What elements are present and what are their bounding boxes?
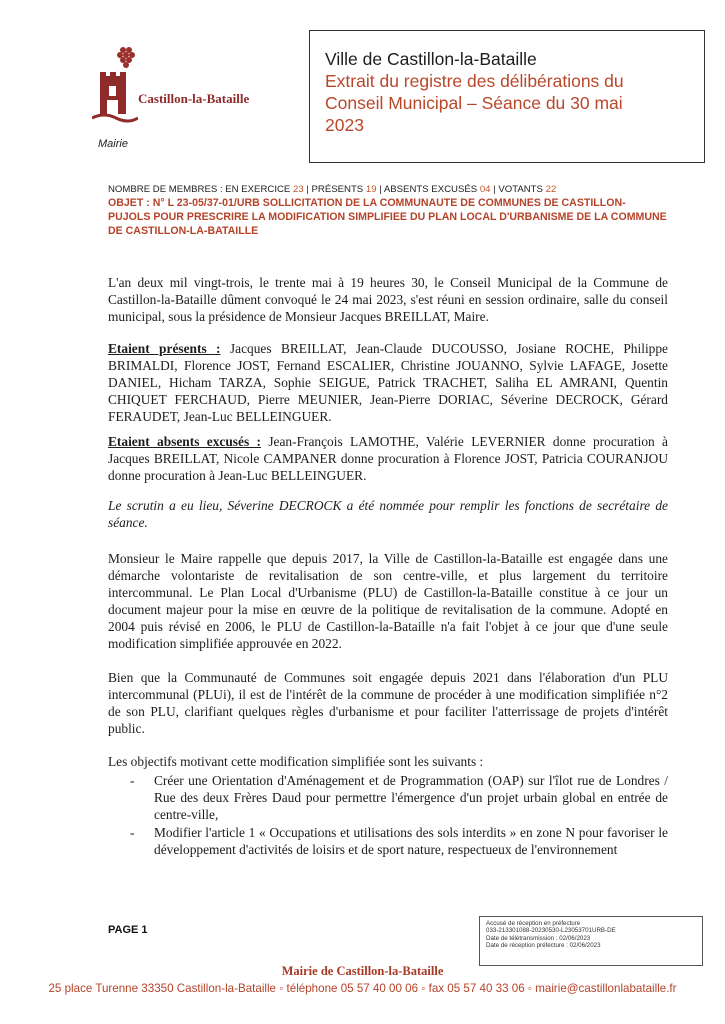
members-absents-label: | ABSENTS EXCUSÉS [379,184,478,195]
list-item-text: Modifier l'article 1 « Occupations et utilisations des sols interdits » en zone N pour favoriser le développement d'activités de loisirs et de sport nature, respectueux de l'environnement [154,825,668,857]
list-dash: - [130,825,135,840]
castle-grape-logo-icon [92,44,138,124]
members-presents: 19 [365,184,377,195]
town-title: Ville de Castillon-la-Bataille [325,49,537,69]
footer-address: 25 place Turenne 33350 Castillon-la-Bataille ◦ téléphone 05 57 40 00 06 ◦ fax 05 57 40 33 06 ◦ mairie@castillonlabataille.fr [48,982,677,995]
list-dash: - [130,773,135,788]
members-count-line [108,184,668,195]
stamp-line-1: Accusé de réception en préfecture [486,920,581,927]
body-paragraph-1: Monsieur le Maire rappelle que depuis 2017, la Ville de Castillon-la-Bataille est engagée dans une démarche volontariste de revitalisation de son centre-ville, et plus largement du territoire intercommunal. Le Plan Local d'Urbanisme (PLU) de Castillon-la-Bataille constitue à ce jour un document majeur pour la mise en œuvre de la politique de revitalisation de la commune. Adopté en 2004 puis révisé en 2006, le PLU de Castillon-la-Bataille n'a fait l'objet à ce jour que d'une seule modification simplifiée approuvée en 2022. [108,551,668,651]
absents-paragraph [108,433,668,484]
members-votants-label: | VOTANTS [493,184,543,195]
presents-list: Jacques BREILLAT, Jean-Claude DUCOUSSO, Josiane ROCHE, Philippe BRIMALDI, Florence JOST, Fernand ESCALIER, Christine JOUANNO, Sylvie LAFAGE, Josette DANIEL, Hicham TARZA, Sophie SEIGUE, Patrick TRACHET, Saliha EL AMRANI, Quentin CHIQUET FERCHAUD, Pierre MEUNIER, Jean-Pierre DORIAC, Séverine DECROCK, Gérard FERAUDET, Jean-Luc BELLEINGUER. [108,341,668,424]
members-prefix: NOMBRE DE MEMBRES : EN EXERCICE [108,184,291,195]
intro-paragraph: L'an deux mil vingt-trois, le trente mai à 19 heures 30, le Conseil Municipal de la Commune de Castillon-la-Bataille dûment convoqué le 24 mai 2023, s'est réuni en session ordinaire, salle du conseil municipal, sous la présidence de Monsieur Jacques BREILLAT, Maire. [108,275,668,324]
deliberation-object: OBJET : N° L 23-05/37-01/URB SOLLICITATION DE LA COMMUNAUTE DE COMMUNES DE CASTILLON-PUJOLS POUR PRESCRIRE LA MODIFICATION SIMPLIFIEE DU PLAN LOCAL D'URBANISME DE LA COMMUNE DE CASTILLON-LA-BATAILLE [108,197,667,237]
extract-line-2: Conseil Municipal – Séance du 30 mai [325,93,623,113]
presents-paragraph [108,340,668,425]
secretary-paragraph: Le scrutin a eu lieu, Séverine DECROCK a été nommée pour remplir les fonctions de secrétaire de séance. [108,498,668,530]
extract-line-1: Extrait du registre des délibérations du [325,71,624,91]
stamp-line-2: 033-213301088-20230530-L23053701URB-DE [486,927,616,935]
page-number: PAGE 1 [108,924,148,936]
members-absents: 04 [479,184,491,195]
members-votants: 22 [545,184,557,195]
stamp-line-4: Date de réception préfecture : 02/06/2023 [486,942,601,950]
footer-title: Mairie de Castillon-la-Bataille [281,964,444,978]
absents-label: Etaient absents excusés : [108,434,261,449]
prefecture-receipt-stamp [479,916,703,966]
extract-line-3: 2023 [325,115,364,135]
members-en-exercice: 23 [292,184,304,195]
logo-name: Castillon-la-Bataille [138,91,250,106]
stamp-line-3: Date de télétransmission : 02/06/2023 [486,934,591,942]
members-presents-label: | PRÉSENTS [306,184,364,195]
logo-subtitle: Mairie [98,138,128,150]
body-paragraph-2: Bien que la Communauté de Communes soit engagée depuis 2021 dans l'élaboration d'un PLU intercommunal (PLUi), il est de l'intérêt de la commune de procéder à une modification simplifiée n°2 de son PLU, clarifiant quelques règles d'urbanisme et pour faciliter l'atterrissage de projets d'intérêt public. [108,670,668,736]
body-paragraph-3: Les objectifs motivant cette modification simplifiée sont les suivants : [108,754,484,769]
list-item-text: Créer une Orientation d'Aménagement et de Programmation (OAP) sur l'îlot rue de Londres / Rue des deux Frères Daud pour permettre l'émergence d'un projet urbain global en entrée de centre-ville, [154,773,668,822]
absents-list: Jean-François LAMOTHE, Valérie LEVERNIER donne procuration à Jacques BREILLAT, Nicole CAMPANER donne procuration à Florence JOST, Patricia COURANJOU donne procuration à Jean-Luc BELLEINGUER. [108,434,668,483]
presents-label: Etaient présents : [108,341,221,356]
municipal-logo [78,44,298,164]
document-header-box [309,30,705,163]
